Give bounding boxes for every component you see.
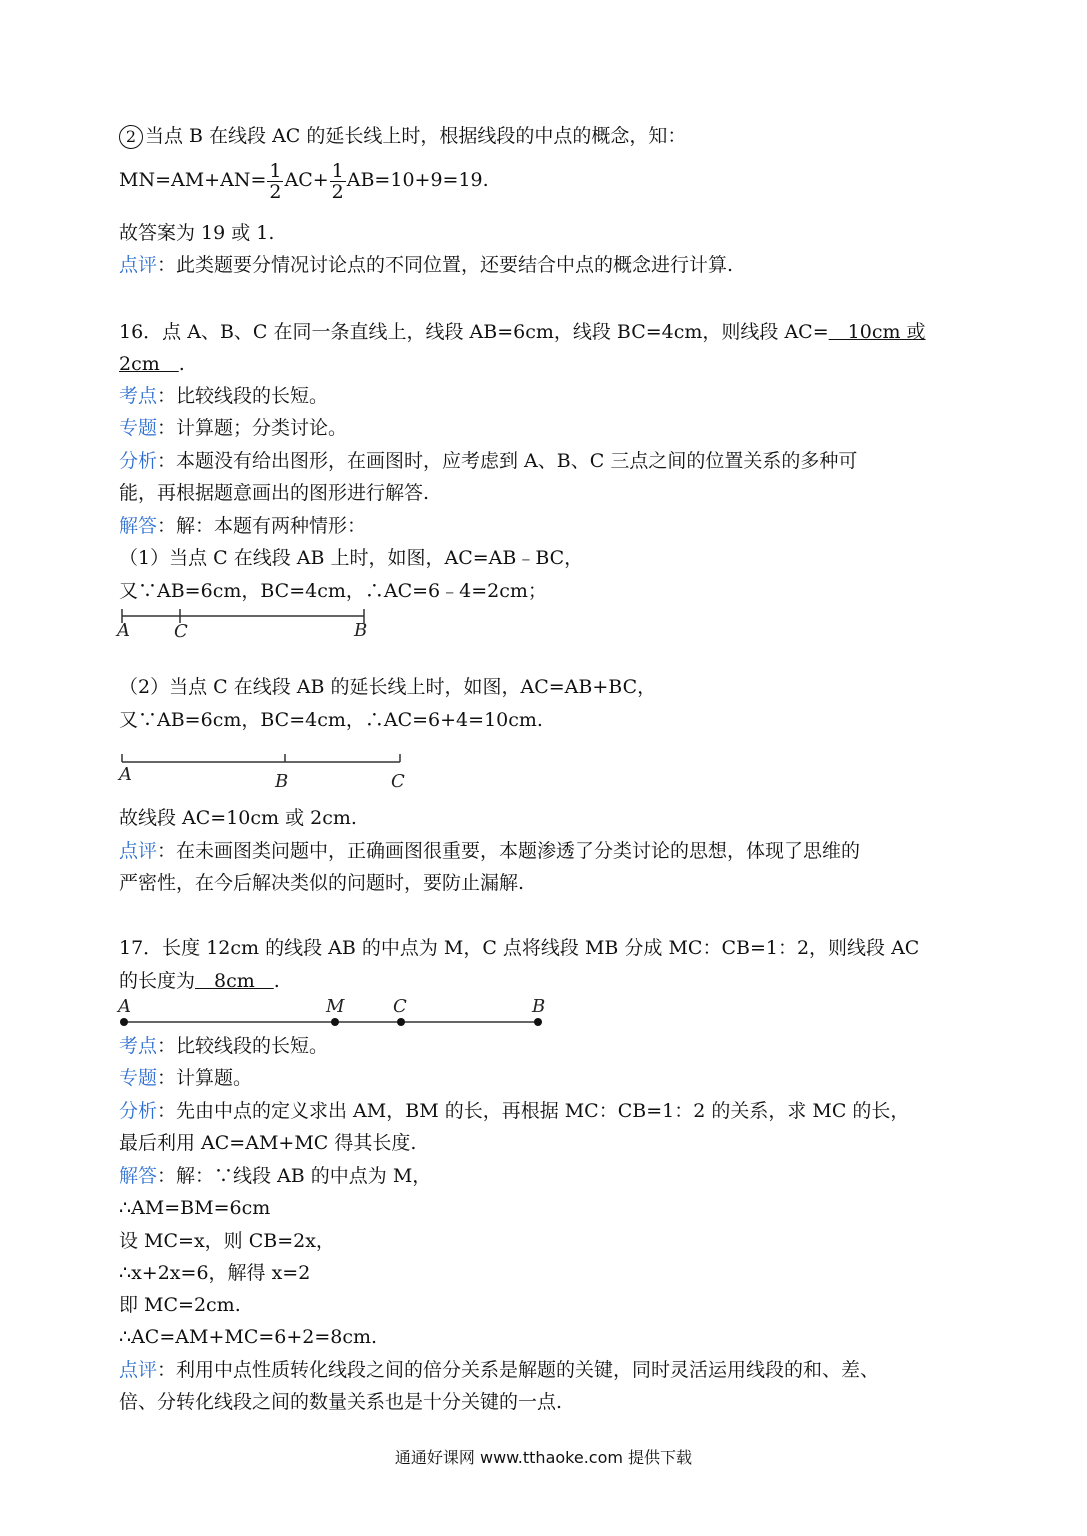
comment-label: 点评 (119, 254, 158, 276)
formula-ac: AC+ (284, 169, 329, 191)
q17-fenxi-cont: 最后利用 AC=AM+MC 得其长度. (119, 1132, 417, 1154)
q16-case2-a: （2）当点 C 在线段 AB 的延长线上时，如图，AC=AB+BC， (119, 676, 657, 698)
point-label-c: C (391, 771, 405, 792)
fraction-numerator: 1 (331, 159, 344, 182)
point-label-b: B (275, 771, 289, 792)
fenxi-text: ：先由中点的定义求出 AM，BM 的长，再根据 MC：CB=1：2 的关系，求 MC 的长， (157, 1100, 910, 1122)
q16-stem (119, 318, 926, 346)
q16-case1-a: （1）当点 C 在线段 AB 上时，如图，AC=AB﹣BC， (119, 547, 584, 569)
zhuanti-label: 专题 (119, 417, 158, 439)
q16-zhuanti (119, 414, 347, 442)
q17-stem-pre: 的长度为 (119, 970, 196, 992)
fraction-half-2 (330, 161, 346, 202)
point-label-m: M (326, 996, 345, 1017)
fraction-denominator: 2 (269, 180, 282, 203)
figure-16-case1 (112, 604, 382, 640)
point-label-b: B (532, 996, 546, 1017)
zhuanti-text: ：计算题；分类讨论。 (157, 417, 348, 439)
q16-dianping (119, 837, 860, 865)
q16-dianping-cont: 严密性，在今后解决类似的问题时，要防止漏解. (119, 872, 525, 894)
q17-kaodian (119, 1032, 328, 1060)
fraction-denominator: 2 (331, 180, 344, 203)
q16-fenxi-cont: 能，再根据题意画出的图形进行解答. (119, 482, 430, 504)
q17-step2: 设 MC=x，则 CB=2x， (119, 1230, 335, 1252)
q16-conclusion: 故线段 AC=10cm 或 2cm. (119, 807, 357, 829)
p15-comment (119, 251, 733, 279)
q17-stem-cont (119, 967, 280, 995)
figure-16-case2 (112, 746, 412, 792)
point-m (331, 1018, 339, 1026)
q17-fenxi (119, 1097, 909, 1125)
circled-number: 2 (119, 125, 143, 149)
point-label-a: A (118, 996, 131, 1017)
kaodian-label: 考点 (119, 1035, 158, 1057)
point-label-a: A (117, 620, 130, 640)
formula-suffix: AB=10+9=19. (346, 169, 489, 191)
point-a (120, 1018, 128, 1026)
fenxi-label: 分析 (119, 1100, 158, 1122)
fraction-half-1 (267, 161, 283, 202)
jieda-text: ：解：∵线段 AB 的中点为 M， (157, 1165, 432, 1187)
point-label-b: B (354, 620, 368, 640)
q16-stem-end: . (178, 353, 185, 375)
q17-zhuanti (119, 1064, 252, 1092)
q16-stem-cont (119, 350, 185, 378)
q16-stem-text: 16．点 A、B、C 在同一条直线上，线段 AB=6cm，线段 BC=4cm，则线段 AC= (119, 321, 829, 343)
q16-jieda (119, 512, 366, 540)
p15-case2-text: 当点 B 在线段 AC 的延长线上时，根据线段的中点的概念，知： (145, 125, 687, 147)
zhuanti-label: 专题 (119, 1067, 158, 1089)
q16-case1-b: 又∵AB=6cm，BC=4cm，∴AC=6﹣4=2cm； (119, 580, 547, 602)
q16-answer-part2: 2cm (119, 353, 179, 375)
q16-kaodian (119, 382, 328, 410)
q17-dianping-cont: 倍、分转化线段之间的数量关系也是十分关键的一点. (119, 1391, 563, 1413)
p15-case2-line (119, 122, 686, 150)
page-footer: 通通好课网 www.tthaoke.com 提供下载 (394, 1448, 693, 1467)
fraction-numerator: 1 (269, 159, 282, 182)
q16-fenxi (119, 447, 857, 475)
q17-step1: ∴AM=BM=6cm (119, 1197, 271, 1219)
point-label-c: C (174, 621, 188, 640)
point-label-a: A (119, 764, 132, 785)
q17-jieda (119, 1162, 431, 1190)
jieda-label: 解答 (119, 515, 158, 537)
q16-case2-b: 又∵AB=6cm，BC=4cm，∴AC=6+4=10cm. (119, 709, 543, 731)
point-c (397, 1018, 405, 1026)
dianping-text: ：在未画图类问题中，正确画图很重要，本题渗透了分类讨论的思想，体现了思维的 (157, 840, 861, 862)
jieda-text: ：解：本题有两种情形： (157, 515, 367, 537)
fenxi-label: 分析 (119, 450, 158, 472)
zhuanti-text: ：计算题。 (157, 1067, 253, 1089)
q17-answer: 8cm (195, 970, 274, 992)
comment-text: ：此类题要分情况讨论点的不同位置，还要结合中点的概念进行计算. (157, 254, 734, 276)
q17-step4: 即 MC=2cm. (119, 1294, 241, 1316)
q17-dianping (119, 1356, 879, 1384)
kaodian-text: ：比较线段的长短。 (157, 385, 329, 407)
kaodian-label: 考点 (119, 385, 158, 407)
p15-answer: 故答案为 19 或 1. (119, 222, 275, 244)
dianping-label: 点评 (119, 1359, 158, 1381)
dianping-text: ：利用中点性质转化线段之间的倍分关系是解题的关键，同时灵活运用线段的和、差、 (157, 1359, 880, 1381)
figure-17 (112, 992, 562, 1032)
dianping-label: 点评 (119, 840, 158, 862)
fenxi-text: ：本题没有给出图形，在画图时，应考虑到 A、B、C 三点之间的位置关系的多种可 (157, 450, 858, 472)
kaodian-text: ：比较线段的长短。 (157, 1035, 329, 1057)
point-b (534, 1018, 542, 1026)
p15-mn-formula (119, 158, 489, 202)
q17-stem: 17．长度 12cm 的线段 AB 的中点为 M，C 点将线段 MB 分成 MC：CB=1：2，则线段 AC (119, 937, 920, 959)
q17-step3: ∴x+2x=6，解得 x=2 (119, 1262, 311, 1284)
point-label-c: C (393, 996, 407, 1017)
q17-stem-end: . (273, 970, 280, 992)
jieda-label: 解答 (119, 1165, 158, 1187)
formula-prefix: MN=AM+AN= (119, 169, 267, 191)
q16-answer-part1: 10cm 或 (828, 321, 926, 343)
q17-step5: ∴AC=AM+MC=6+2=8cm. (119, 1326, 378, 1348)
